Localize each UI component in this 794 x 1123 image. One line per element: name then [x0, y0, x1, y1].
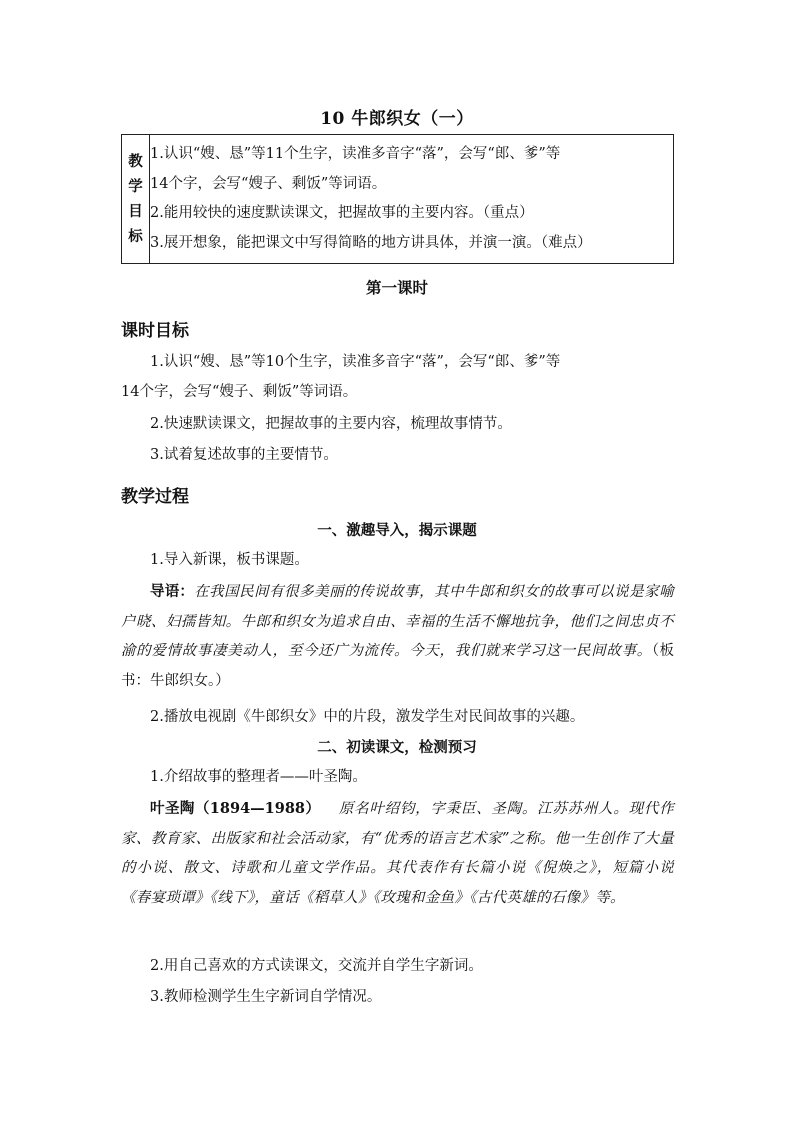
intro-label: 导语： [150, 583, 195, 600]
objectives-heading: 课时目标 [121, 321, 189, 341]
goals-label-cell [122, 135, 150, 264]
step-text: 1.导入新课，板书课题。 [150, 552, 309, 568]
step-text: 2.播放电视剧《牛郎织女》中的片段，激发学生对民间故事的兴趣。 [150, 709, 585, 725]
bio-label: 叶圣陶（1894—1988） [150, 800, 321, 817]
goals-label-char: 学 [128, 178, 143, 195]
step-text: 1.介绍故事的整理者——叶圣陶。 [150, 769, 367, 785]
page-title: 10 牛郎织女（一） [320, 109, 474, 129]
step-text: 2.用自己喜欢的方式读课文，交流并自学生字新词。 [150, 958, 483, 974]
objective-item: 3.试着复述故事的主要情节。 [150, 447, 338, 463]
step-text: 3.教师检测学生生字新词自学情况。 [150, 989, 382, 1005]
section-title: 二、初读课文，检测预习 [317, 739, 477, 756]
objective-item [121, 348, 674, 407]
teaching-goals-table [121, 134, 674, 264]
process-heading: 教学过程 [121, 487, 189, 507]
goals-label-char: 教 [128, 153, 143, 170]
intro-text: 在我国民间有很多美丽的传说故事，其中牛郎和织女的故事可以说是家喻户晓、妇孺皆知。牛郎和织女为追求自由、幸福的生活不懈地抗争，他们之间忠贞不渝的爱情故事凄美动人，至今还广为流传。今天，我们就来学习这一民间故事。 [121, 584, 674, 659]
bio-paragraph [121, 794, 674, 913]
goal-line: 1.认识“嫂、恳”等11个生字，读准多音字“落”，会写“郎、爹”等 [150, 146, 561, 162]
objective-line: 14个字，会写“嫂子、剩饭”等词语。 [121, 383, 358, 400]
intro-paragraph [121, 577, 674, 696]
goals-label-char: 标 [128, 228, 143, 245]
objective-item: 2.快速默读课文，把握故事的主要内容，梳理故事情节。 [150, 416, 512, 432]
objective-line: 1.认识“嫂、恳”等10个生字，读准多音字“落”，会写“郎、爹”等 [150, 354, 561, 370]
board-note: （板书：牛郎织女。） [121, 643, 675, 689]
goals-label-char: 目 [128, 203, 143, 220]
lesson-heading: 第一课时 [365, 278, 428, 297]
goal-line: 2.能用较快的速度默读课文，把握故事的主要内容。（重点） [150, 205, 534, 221]
goals-content-cell [150, 135, 674, 264]
goal-line: 14个字，会写“嫂子、剩饭”等词语。 [150, 175, 387, 192]
section-title: 一、激趣导入，揭示课题 [317, 522, 477, 539]
goal-line: 3.展开想象，能把课文中写得简略的地方讲具体，并演一演。（难点） [150, 234, 592, 251]
bio-text: 原名叶绍钧，字秉臣、圣陶。江苏苏州人。现代作家、教育家、出版家和社会活动家，有“优秀的语言艺术家”之称。他一生创作了大量的小说、散文、诗歌和儿童文学作品。其代表作有长篇小说《倪焕之》，短篇小说《春宴琐谭》《线下》，童话《稻草人》《玫瑰和金鱼》《古代英雄的石像》等。 [121, 801, 674, 906]
